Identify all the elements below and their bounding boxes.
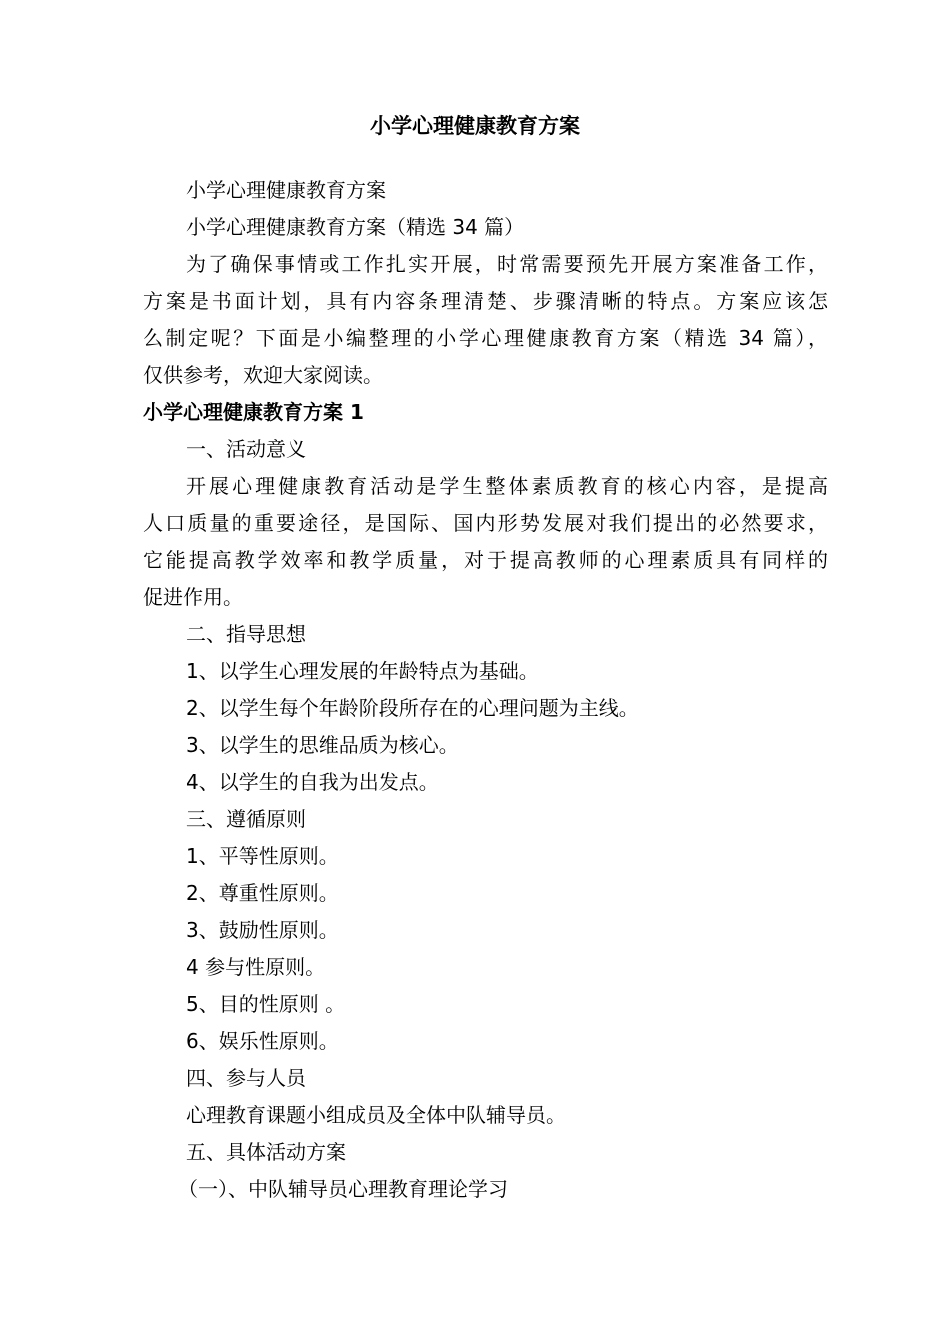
intro-line-4: 仅供参考，欢迎大家阅读。 [143, 363, 383, 387]
list-item: 3、鼓励性原则。 [186, 918, 339, 942]
part-4-line-1: 心理教育课题小组成员及全体中队辅导员。 [186, 1103, 566, 1127]
subtitle: 小学心理健康教育方案 [186, 178, 386, 202]
list-item: 1、平等性原则。 [186, 844, 339, 868]
list-item: 4、以学生的自我为出发点。 [186, 770, 439, 794]
part-1-line-1: 开展心理健康教育活动是学生整体素质教育的核心内容，是提高 [186, 474, 828, 498]
subtitle-selected: 小学心理健康教育方案（精选 34 篇） [186, 215, 525, 239]
list-item: 3、以学生的思维品质为核心。 [186, 733, 459, 757]
intro-line-2: 方案是书面计划，具有内容条理清楚、步骤清晰的特点。方案应该怎 [143, 289, 828, 313]
part-5-heading: 五、具体活动方案 [186, 1140, 346, 1164]
section-1-heading: 小学心理健康教育方案 1 [143, 400, 364, 424]
list-item: 1、以学生心理发展的年龄特点为基础。 [186, 659, 539, 683]
list-item: 2、尊重性原则。 [186, 881, 339, 905]
list-item: 5、目的性原则 。 [186, 992, 346, 1016]
list-item: 2、以学生每个年龄阶段所存在的心理问题为主线。 [186, 696, 639, 720]
part-1-line-3: 它能提高教学效率和教学质量，对于提高教师的心理素质具有同样的 [143, 548, 828, 572]
part-1-line-2: 人口质量的重要途径，是国际、国内形势发展对我们提出的必然要求， [143, 511, 828, 535]
document-body [143, 172, 828, 1208]
list-item: 4 参与性原则。 [186, 955, 326, 979]
part-2-heading: 二、指导思想 [186, 622, 306, 646]
intro-line-3: 么制定呢？下面是小编整理的小学心理健康教育方案（精选 34 篇）， [143, 326, 828, 350]
part-3-heading: 三、遵循原则 [186, 807, 306, 831]
part-4-heading: 四、参与人员 [186, 1066, 306, 1090]
part-5-sub-1: （一）、中队辅导员心理教育理论学习 [178, 1177, 508, 1201]
part-1-heading: 一、活动意义 [186, 437, 306, 461]
part-1-line-4: 促进作用。 [143, 585, 243, 609]
document-title: 小学心理健康教育方案 [370, 114, 580, 138]
list-item: 6、娱乐性原则。 [186, 1029, 339, 1053]
intro-line-1: 为了确保事情或工作扎实开展，时常需要预先开展方案准备工作， [186, 252, 828, 276]
